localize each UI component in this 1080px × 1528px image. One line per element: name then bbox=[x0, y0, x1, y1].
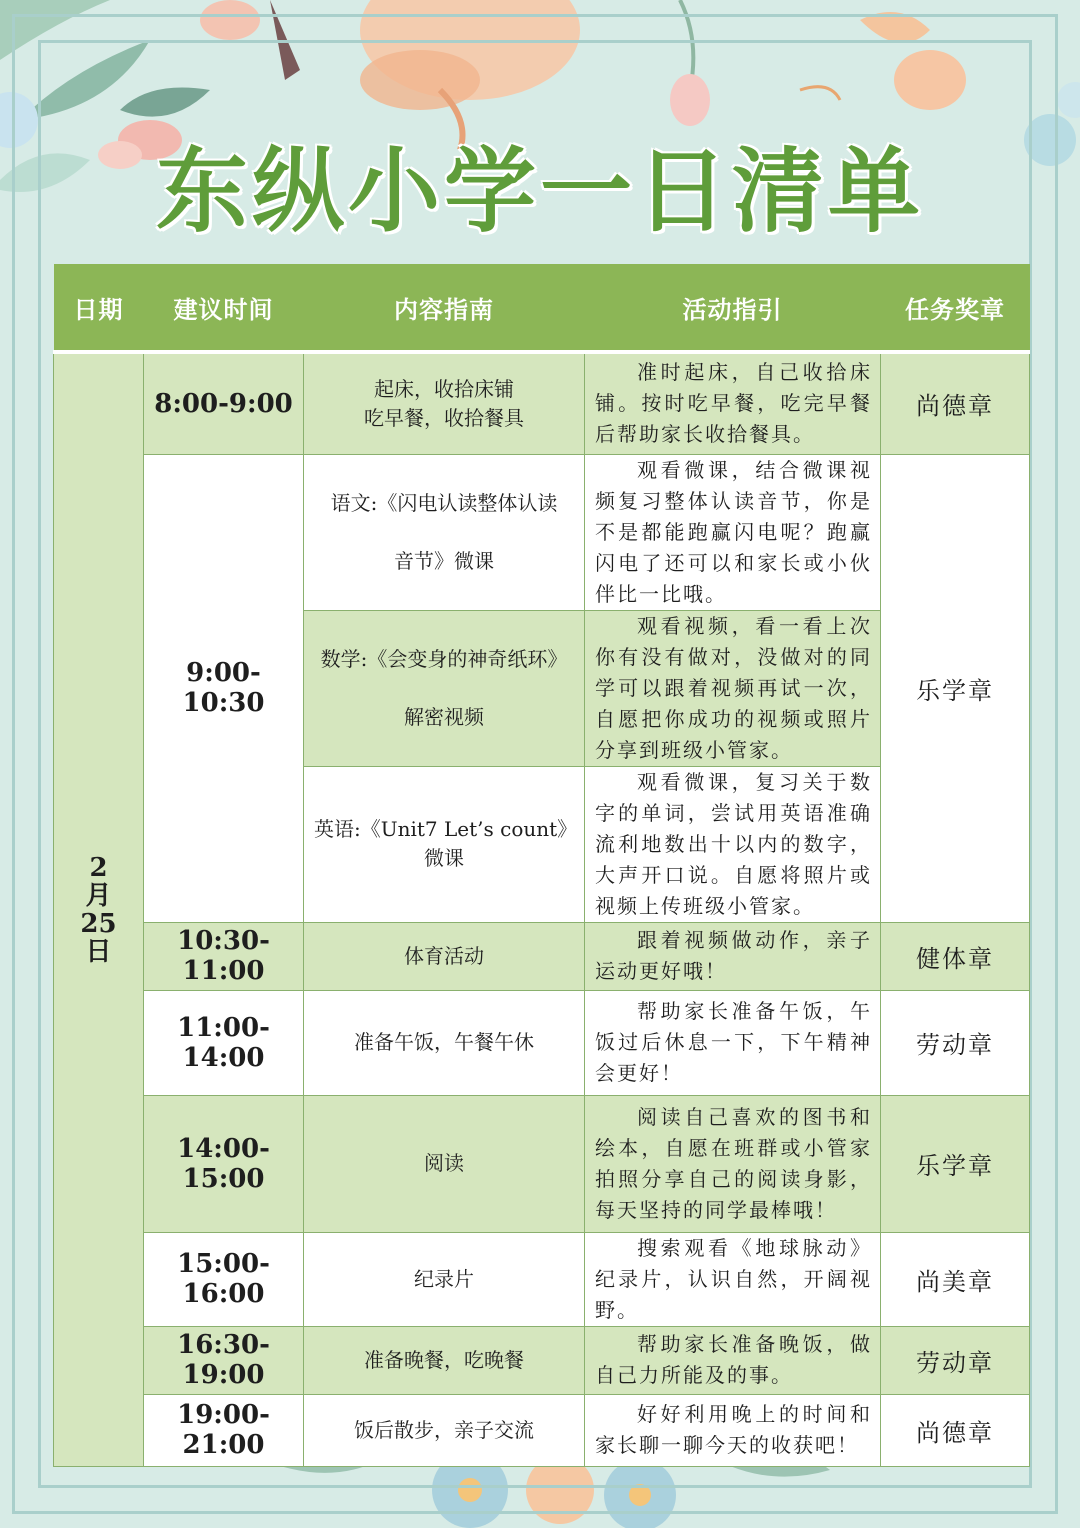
content-cell bbox=[304, 766, 585, 922]
activity-cell: 搜索观看《地球脉动》纪录片，认识自然，开阔视野。 bbox=[585, 1232, 881, 1326]
content-cell bbox=[304, 352, 585, 454]
time-cell: 9:00-10:30 bbox=[144, 454, 304, 922]
content-cell: 体育活动 bbox=[304, 922, 585, 990]
medal-cell: 尚德章 bbox=[881, 352, 1030, 454]
date-text: 25 bbox=[80, 908, 117, 939]
content-line: 数学:《会变身的神奇纸环》 bbox=[320, 647, 568, 671]
activity-cell: 准时起床，自己收拾床铺。按时吃早餐，吃完早餐后帮助家长收拾餐具。 bbox=[585, 352, 881, 454]
table-row bbox=[54, 352, 1030, 454]
table-row bbox=[54, 990, 1030, 1095]
time-cell: 8:00-9:00 bbox=[144, 352, 304, 454]
header-activity: 活动指引 bbox=[585, 264, 881, 352]
content-line: 吃早餐，收拾餐具 bbox=[364, 405, 524, 430]
time-cell: 10:30-11:00 bbox=[144, 922, 304, 990]
medal-cell: 劳动章 bbox=[881, 1326, 1030, 1394]
content-cell: 饭后散步，亲子交流 bbox=[304, 1394, 585, 1466]
activity-cell: 观看微课，结合微课视频复习整体认读音节，你是不是都能跑赢闪电呢？跑赢闪电了还可以和家长或小伙伴比一比哦。 bbox=[585, 454, 881, 610]
content-cell bbox=[304, 454, 585, 610]
date-text: 月 bbox=[85, 880, 112, 911]
table-row bbox=[54, 1326, 1030, 1394]
activity-cell: 阅读自己喜欢的图书和绘本，自愿在班群或小管家拍照分享自己的阅读身影，每天坚持的同学最棒哦！ bbox=[585, 1095, 881, 1232]
medal-cell: 乐学章 bbox=[881, 454, 1030, 922]
header-content: 内容指南 bbox=[304, 264, 585, 352]
content-line: 起床，收拾床铺 bbox=[374, 376, 514, 401]
header-date: 日期 bbox=[54, 264, 144, 352]
content-cell bbox=[304, 610, 585, 766]
medal-cell: 健体章 bbox=[881, 922, 1030, 990]
content-line: 微课 bbox=[424, 846, 464, 870]
activity-cell: 好好利用晚上的时间和家长聊一聊今天的收获吧！ bbox=[585, 1394, 881, 1466]
content-line: 音节》微课 bbox=[394, 549, 494, 573]
activity-cell: 观看视频，看一看上次你有没有做对，没做对的同学可以跟着视频再试一次，自愿把你成功的视频或照片分享到班级小管家。 bbox=[585, 610, 881, 766]
time-cell: 15:00-16:00 bbox=[144, 1232, 304, 1326]
content-line: 英语:《Unit7 Let’s count》 bbox=[314, 817, 578, 841]
page-title: 东纵小学一日清单 bbox=[155, 138, 924, 245]
table-row bbox=[54, 922, 1030, 990]
activity-cell: 帮助家长准备晚饭，做自己力所能及的事。 bbox=[585, 1326, 881, 1394]
date-text: 日 bbox=[85, 936, 112, 967]
header-time: 建议时间 bbox=[144, 264, 304, 352]
table-row bbox=[54, 454, 1030, 610]
medal-cell: 劳动章 bbox=[881, 990, 1030, 1095]
date-cell bbox=[54, 352, 144, 1466]
medal-cell: 尚德章 bbox=[881, 1394, 1030, 1466]
date-text: 2 bbox=[89, 852, 108, 883]
content-line: 语文:《闪电认读整体认读 bbox=[330, 491, 558, 515]
medal-cell: 尚美章 bbox=[881, 1232, 1030, 1326]
time-cell: 14:00-15:00 bbox=[144, 1095, 304, 1232]
table-row bbox=[54, 1232, 1030, 1326]
activity-cell: 跟着视频做动作，亲子运动更好哦！ bbox=[585, 922, 881, 990]
activity-cell: 帮助家长准备午饭，午饭过后休息一下，下午精神会更好！ bbox=[585, 990, 881, 1095]
time-cell: 11:00-14:00 bbox=[144, 990, 304, 1095]
table-row bbox=[54, 1394, 1030, 1466]
content-line: 解密视频 bbox=[404, 705, 484, 729]
table-header-row bbox=[54, 264, 1030, 352]
time-cell: 16:30-19:00 bbox=[144, 1326, 304, 1394]
content-cell: 纪录片 bbox=[304, 1232, 585, 1326]
content-cell: 准备午饭，午餐午休 bbox=[304, 990, 585, 1095]
schedule-table bbox=[53, 264, 1030, 1467]
table-row bbox=[54, 1095, 1030, 1232]
activity-cell: 观看微课，复习关于数字的单词，尝试用英语准确流利地数出十以内的数字，大声开口说。自愿将照片或视频上传班级小管家。 bbox=[585, 766, 881, 922]
medal-cell: 乐学章 bbox=[881, 1095, 1030, 1232]
header-medal: 任务奖章 bbox=[881, 264, 1030, 352]
time-cell: 19:00-21:00 bbox=[144, 1394, 304, 1466]
content-cell: 阅读 bbox=[304, 1095, 585, 1232]
content-cell: 准备晚餐，吃晚餐 bbox=[304, 1326, 585, 1394]
